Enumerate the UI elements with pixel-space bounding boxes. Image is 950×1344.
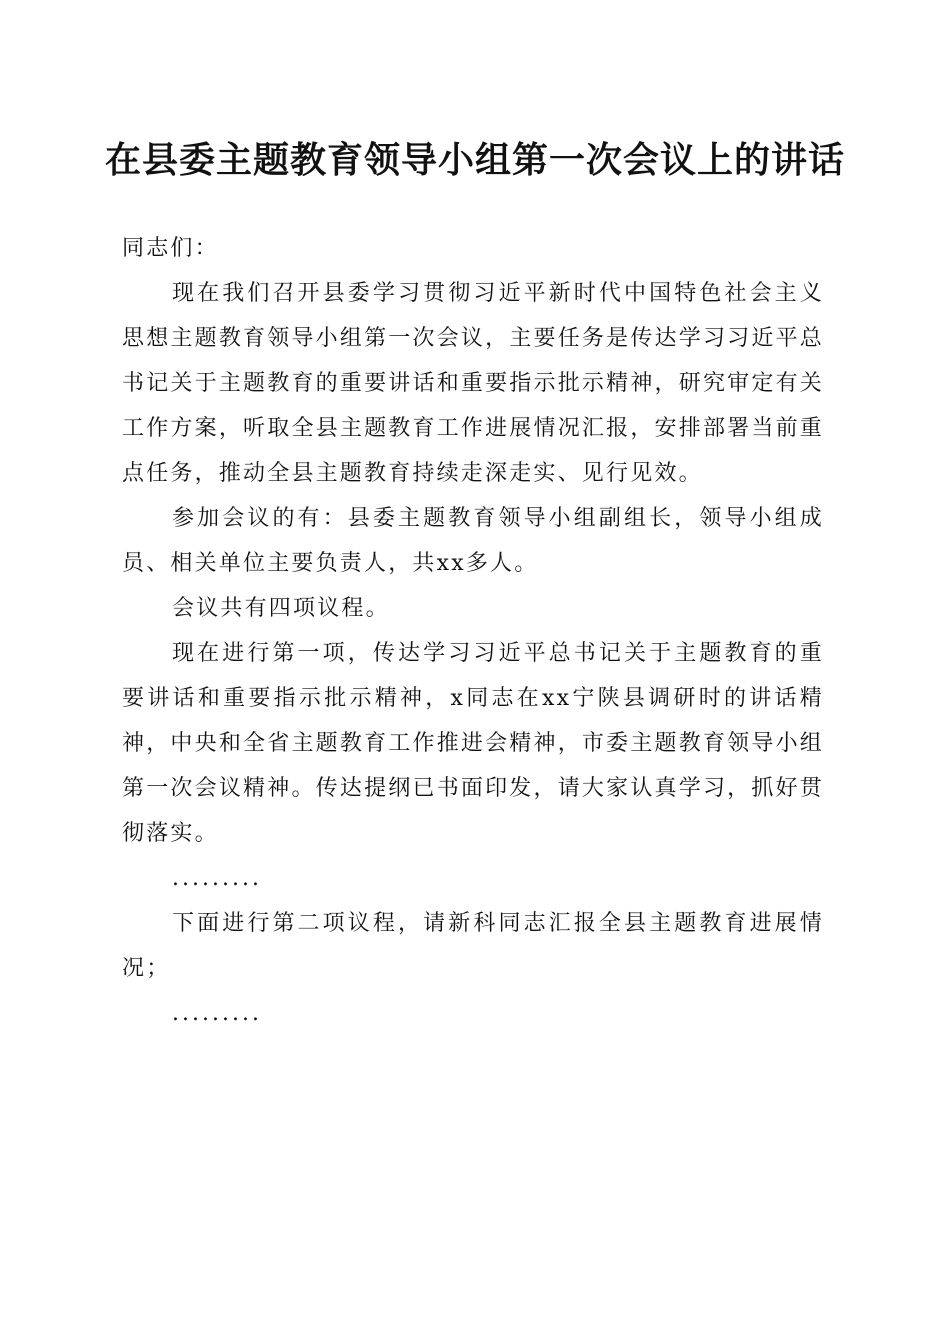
paragraph-agenda-item-two: 下面进行第二项议程，请新科同志汇报全县主题教育进展情况； — [122, 911, 824, 981]
paragraph-agenda-count: 会议共有四项议程。 — [172, 596, 390, 621]
paragraph-attendees: 参加会议的有：县委主题教育领导小组副组长，领导小组成员、相关单位主要负责人，共xx多人。 — [122, 506, 824, 576]
paragraph-opening: 现在我们召开县委学习贯彻习近平新时代中国特色社会主义思想主题教育领导小组第一次会议，主要任务是传达学习习近平总书记关于主题教育的重要讲话和重要指示批示精神，研究审定有关工作方案，听取全县主题教育工作进展情况汇报，安排部署当前重点任务，推动全县主题教育持续走深走实、见行见效。 — [122, 281, 824, 486]
ellipsis-separator: ......... — [172, 866, 262, 891]
document-title: 在县委主题教育领导小组第一次会议上的讲话 — [104, 139, 845, 181]
paragraph-agenda-item-one: 现在进行第一项，传达学习习近平总书记关于主题教育的重要讲话和重要指示批示精神，x同志在xx宁陕县调研时的讲话精神，中央和全省主题教育工作推进会精神，市委主题教育领导小组第一次会议精神。传达提纲已书面印发，请大家认真学习，抓好贯彻落实。 — [122, 641, 824, 846]
document-body — [122, 226, 824, 1036]
ellipsis-separator: ......... — [172, 1001, 262, 1026]
salutation: 同志们： — [122, 236, 219, 261]
